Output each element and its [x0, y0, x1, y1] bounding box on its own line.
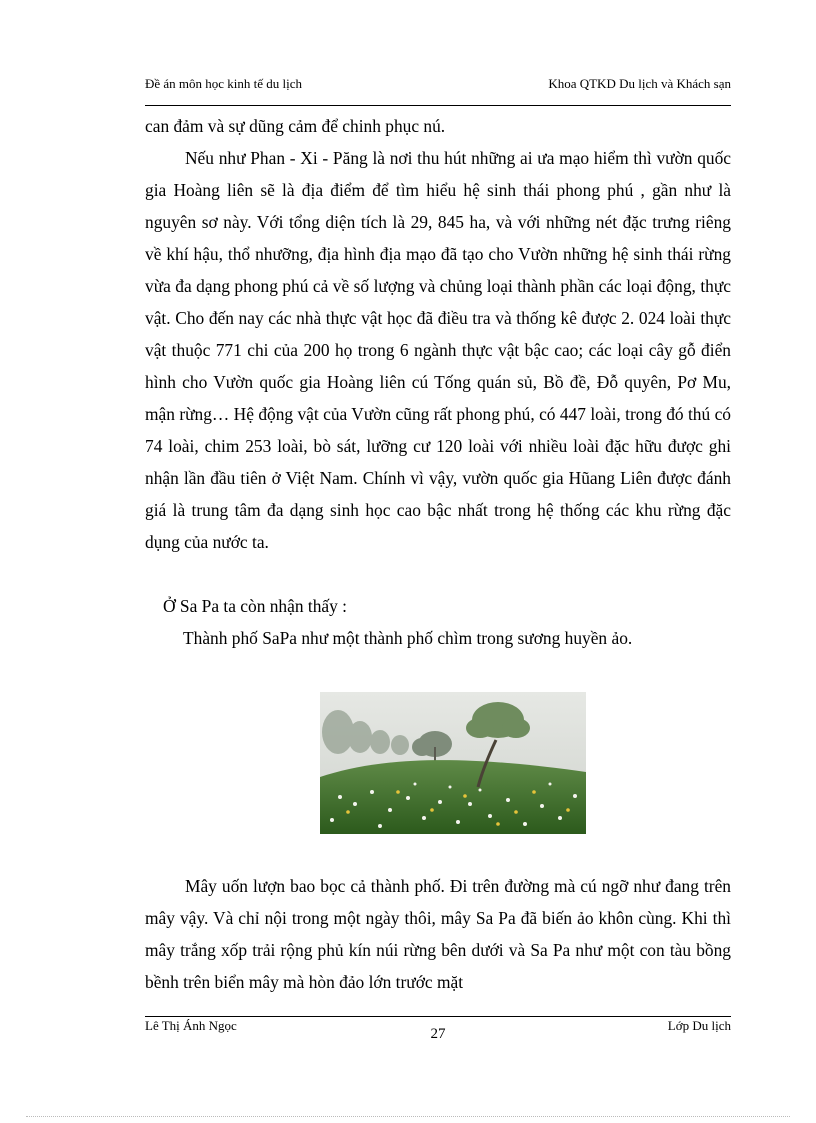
sapa-fog-photo: [320, 692, 586, 834]
footer-author: Lê Thị Ánh Ngọc: [145, 1018, 237, 1033]
paragraph-1: can đảm và sự dũng cảm để chinh phục nú.: [145, 116, 446, 136]
page-number: 27: [430, 1026, 446, 1042]
page-boundary: [26, 1116, 790, 1117]
paragraph-2: Nếu như Phan - Xi - Păng là nơi thu hút những ai ưa mạo hiểm thì vườn quốc gia Hoàng liên sẽ là địa điểm để tìm hiểu hệ sinh thái phong phú , gần như là nguyên sơ này. Với tổng diện tích là 29, 845 ha, và với những nét đặc trưng riêng về khí hậu, thổ nhưỡng, địa hình địa mạo đã tạo cho Vườn những hệ sinh thái rừng vừa đa dạng phong phú cả về số lượng và chủng loại thành phần các loại động, thực vật. Cho đến nay các nhà thực vật học đã điều tra và thống kê được 2. 024 loài thực vật thuộc 771 chi của 200 họ trong 6 ngành thực vật bậc cao; các loại cây gỗ điển hình cho Vườn quốc gia Hoàng liên cú Tống quán sủ, Bồ đề, Đỗ quyên, Pơ Mu, mận rừng… Hệ động vật của Vườn cũng rất phong phú, có 447 loài, trong đó thú có 74 loài, chim 253 loài, bò sát, lưỡng cư 120 loài với nhiều loài đặc hữu được ghi nhận lần đầu tiên ở Việt Nam. Chính vì vậy, vườn quốc gia Hũang Liên được đánh giá là trung tâm đa dạng sinh học cao bậc nhất trong hệ thống các khu rừng đặc dụng của nước ta.: [145, 148, 731, 552]
header-course-title: Đề án môn học kinh tế du lịch: [145, 76, 303, 91]
paragraph-4: Thành phố SaPa như một thành phố chìm trong sương huyền ảo.: [183, 628, 633, 648]
header-divider: [145, 105, 731, 106]
paragraph-3: Ở Sa Pa ta còn nhận thấy :: [163, 596, 348, 616]
paragraph-5: Mây uốn lượn bao bọc cả thành phố. Đi trên đường mà cú ngỡ như đang trên mây vậy. Và chỉ nội trong một ngày thôi, mây Sa Pa đã biến ảo khôn cùng. Khi thì mây trắng xốp trải rộng phủ kín núi rừng bên dưới và Sa Pa như một con tàu bồng bềnh trên biển mây mà hòn đảo lớn trước mặt: [145, 876, 731, 992]
footer-divider: [145, 1016, 731, 1017]
header-faculty: Khoa QTKD Du lịch và Khách sạn: [548, 76, 731, 91]
footer-class: Lớp Du lịch: [667, 1018, 731, 1033]
